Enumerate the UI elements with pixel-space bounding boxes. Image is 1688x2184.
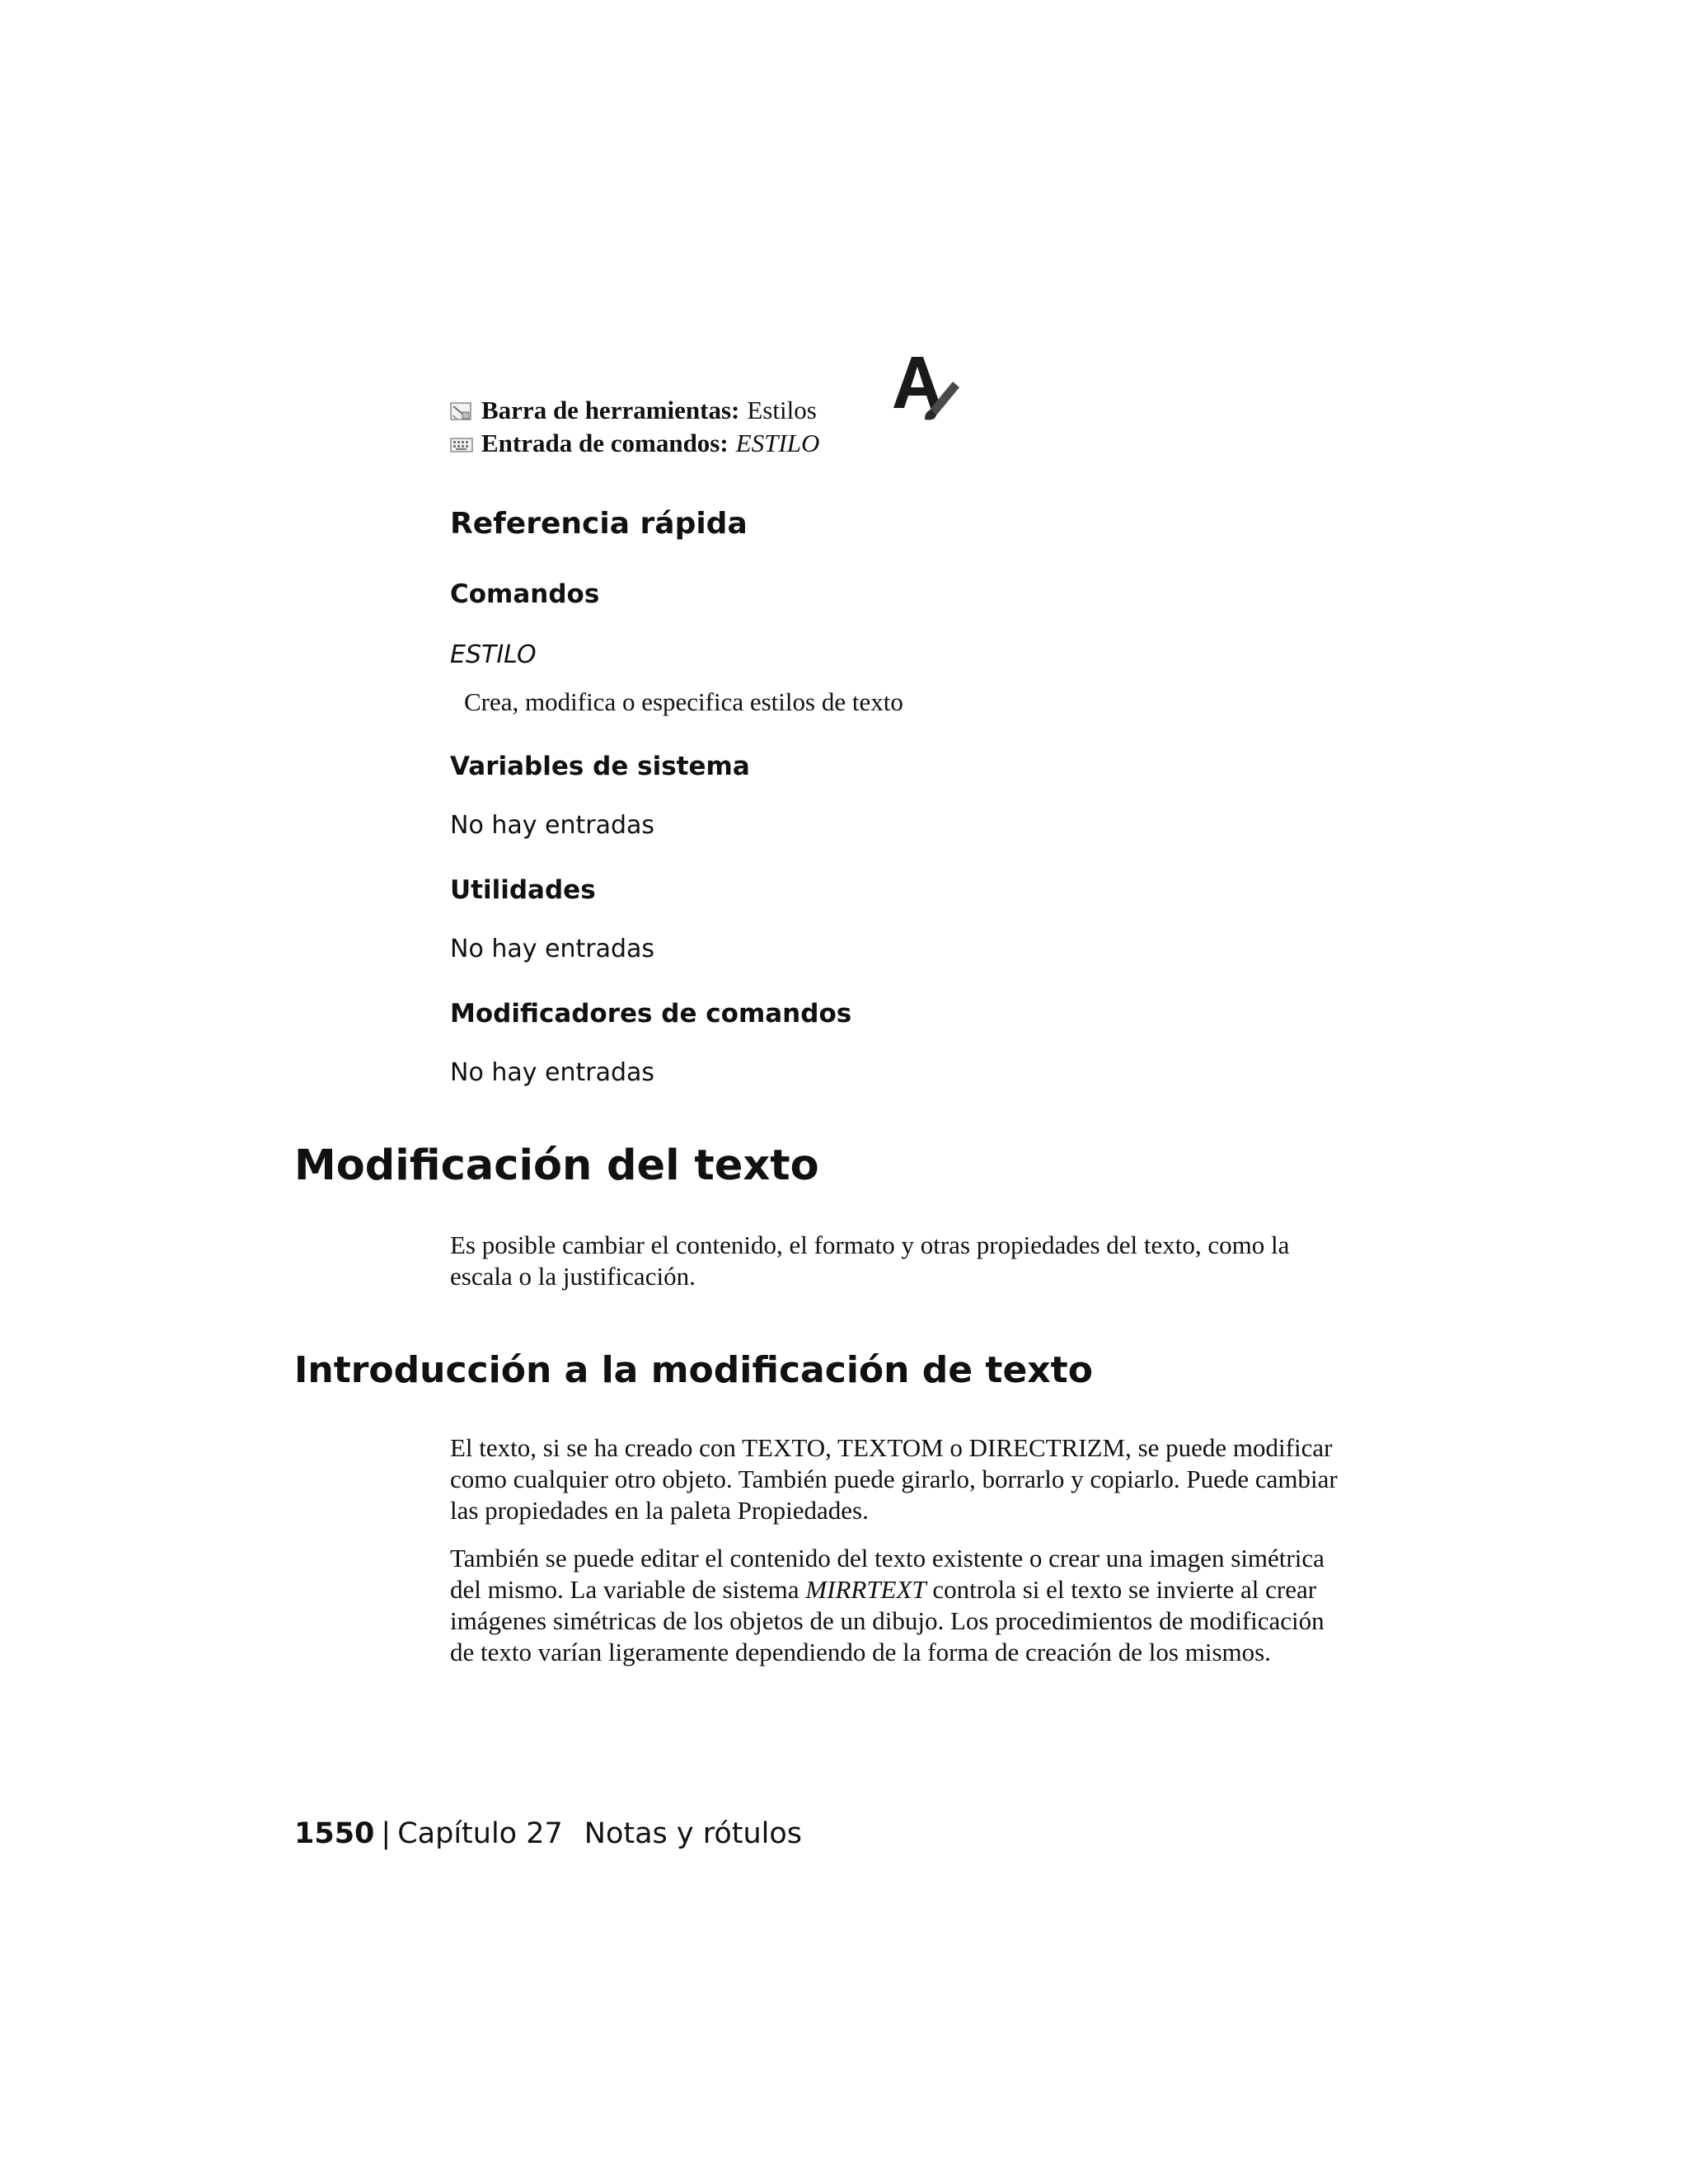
command-description: Crea, modifica o especifica estilos de texto: [464, 687, 903, 716]
paragraph-2-start: También se puede editar el contenido del texto existente o crear una imagen simétrica del mismo. La variable de sistema: [450, 1544, 1325, 1604]
command-label: Entrada de comandos:: [481, 429, 729, 457]
subsection-paragraph-2: [450, 1543, 1340, 1668]
quick-reference-title: Referencia rápida: [450, 507, 748, 541]
toolbar-value: Estilos: [747, 396, 817, 424]
chapter-title: Notas y rótulos: [584, 1817, 803, 1850]
paragraph-2-end: controla si el texto se invierte al crear imágenes simétricas de los objetos de un dibujo. Los procedimientos de modificación de texto varían ligeramente dependiendo de la forma de creación de los mismos.: [450, 1575, 1325, 1666]
page-footer: [294, 1817, 802, 1850]
text-style-icon: [889, 350, 963, 424]
page-number: 1550: [294, 1817, 375, 1850]
toolbar-label: Barra de herramientas:: [481, 396, 740, 424]
keyboard-icon: [450, 433, 473, 454]
command-name: ESTILO: [450, 640, 537, 669]
chapter-label: Capítulo 27: [397, 1817, 563, 1850]
system-variable-name: MIRRTEXT: [805, 1575, 926, 1604]
utilities-text: No hay entradas: [450, 935, 655, 963]
subsection-title: Introducción a la modificación de texto: [294, 1349, 1093, 1391]
modifiers-heading: Modificadores de comandos: [450, 999, 852, 1029]
command-access-line: [450, 427, 1027, 460]
toolbar-icon: [450, 400, 473, 421]
modifiers-text: No hay entradas: [450, 1058, 655, 1087]
section-title: Modificación del texto: [294, 1141, 819, 1190]
command-value: ESTILO: [735, 429, 820, 457]
section-intro: Es posible cambiar el contenido, el formato y otras propiedades del texto, como la escala o la justificación.: [450, 1230, 1290, 1291]
subsection-paragraph-1: El texto, si se ha creado con TEXTO, TEXTOM o DIRECTRIZM, se puede modificar como cualquier otro objeto. También puede girarlo, borrarlo y copiarlo. Puede cambiar las propiedades en la paleta Propiedades.: [450, 1433, 1338, 1525]
footer-separator: |: [381, 1817, 392, 1850]
sysvars-text: No hay entradas: [450, 811, 655, 840]
commands-heading: Comandos: [450, 579, 600, 609]
utilities-heading: Utilidades: [450, 875, 596, 905]
sysvars-heading: Variables de sistema: [450, 752, 750, 781]
